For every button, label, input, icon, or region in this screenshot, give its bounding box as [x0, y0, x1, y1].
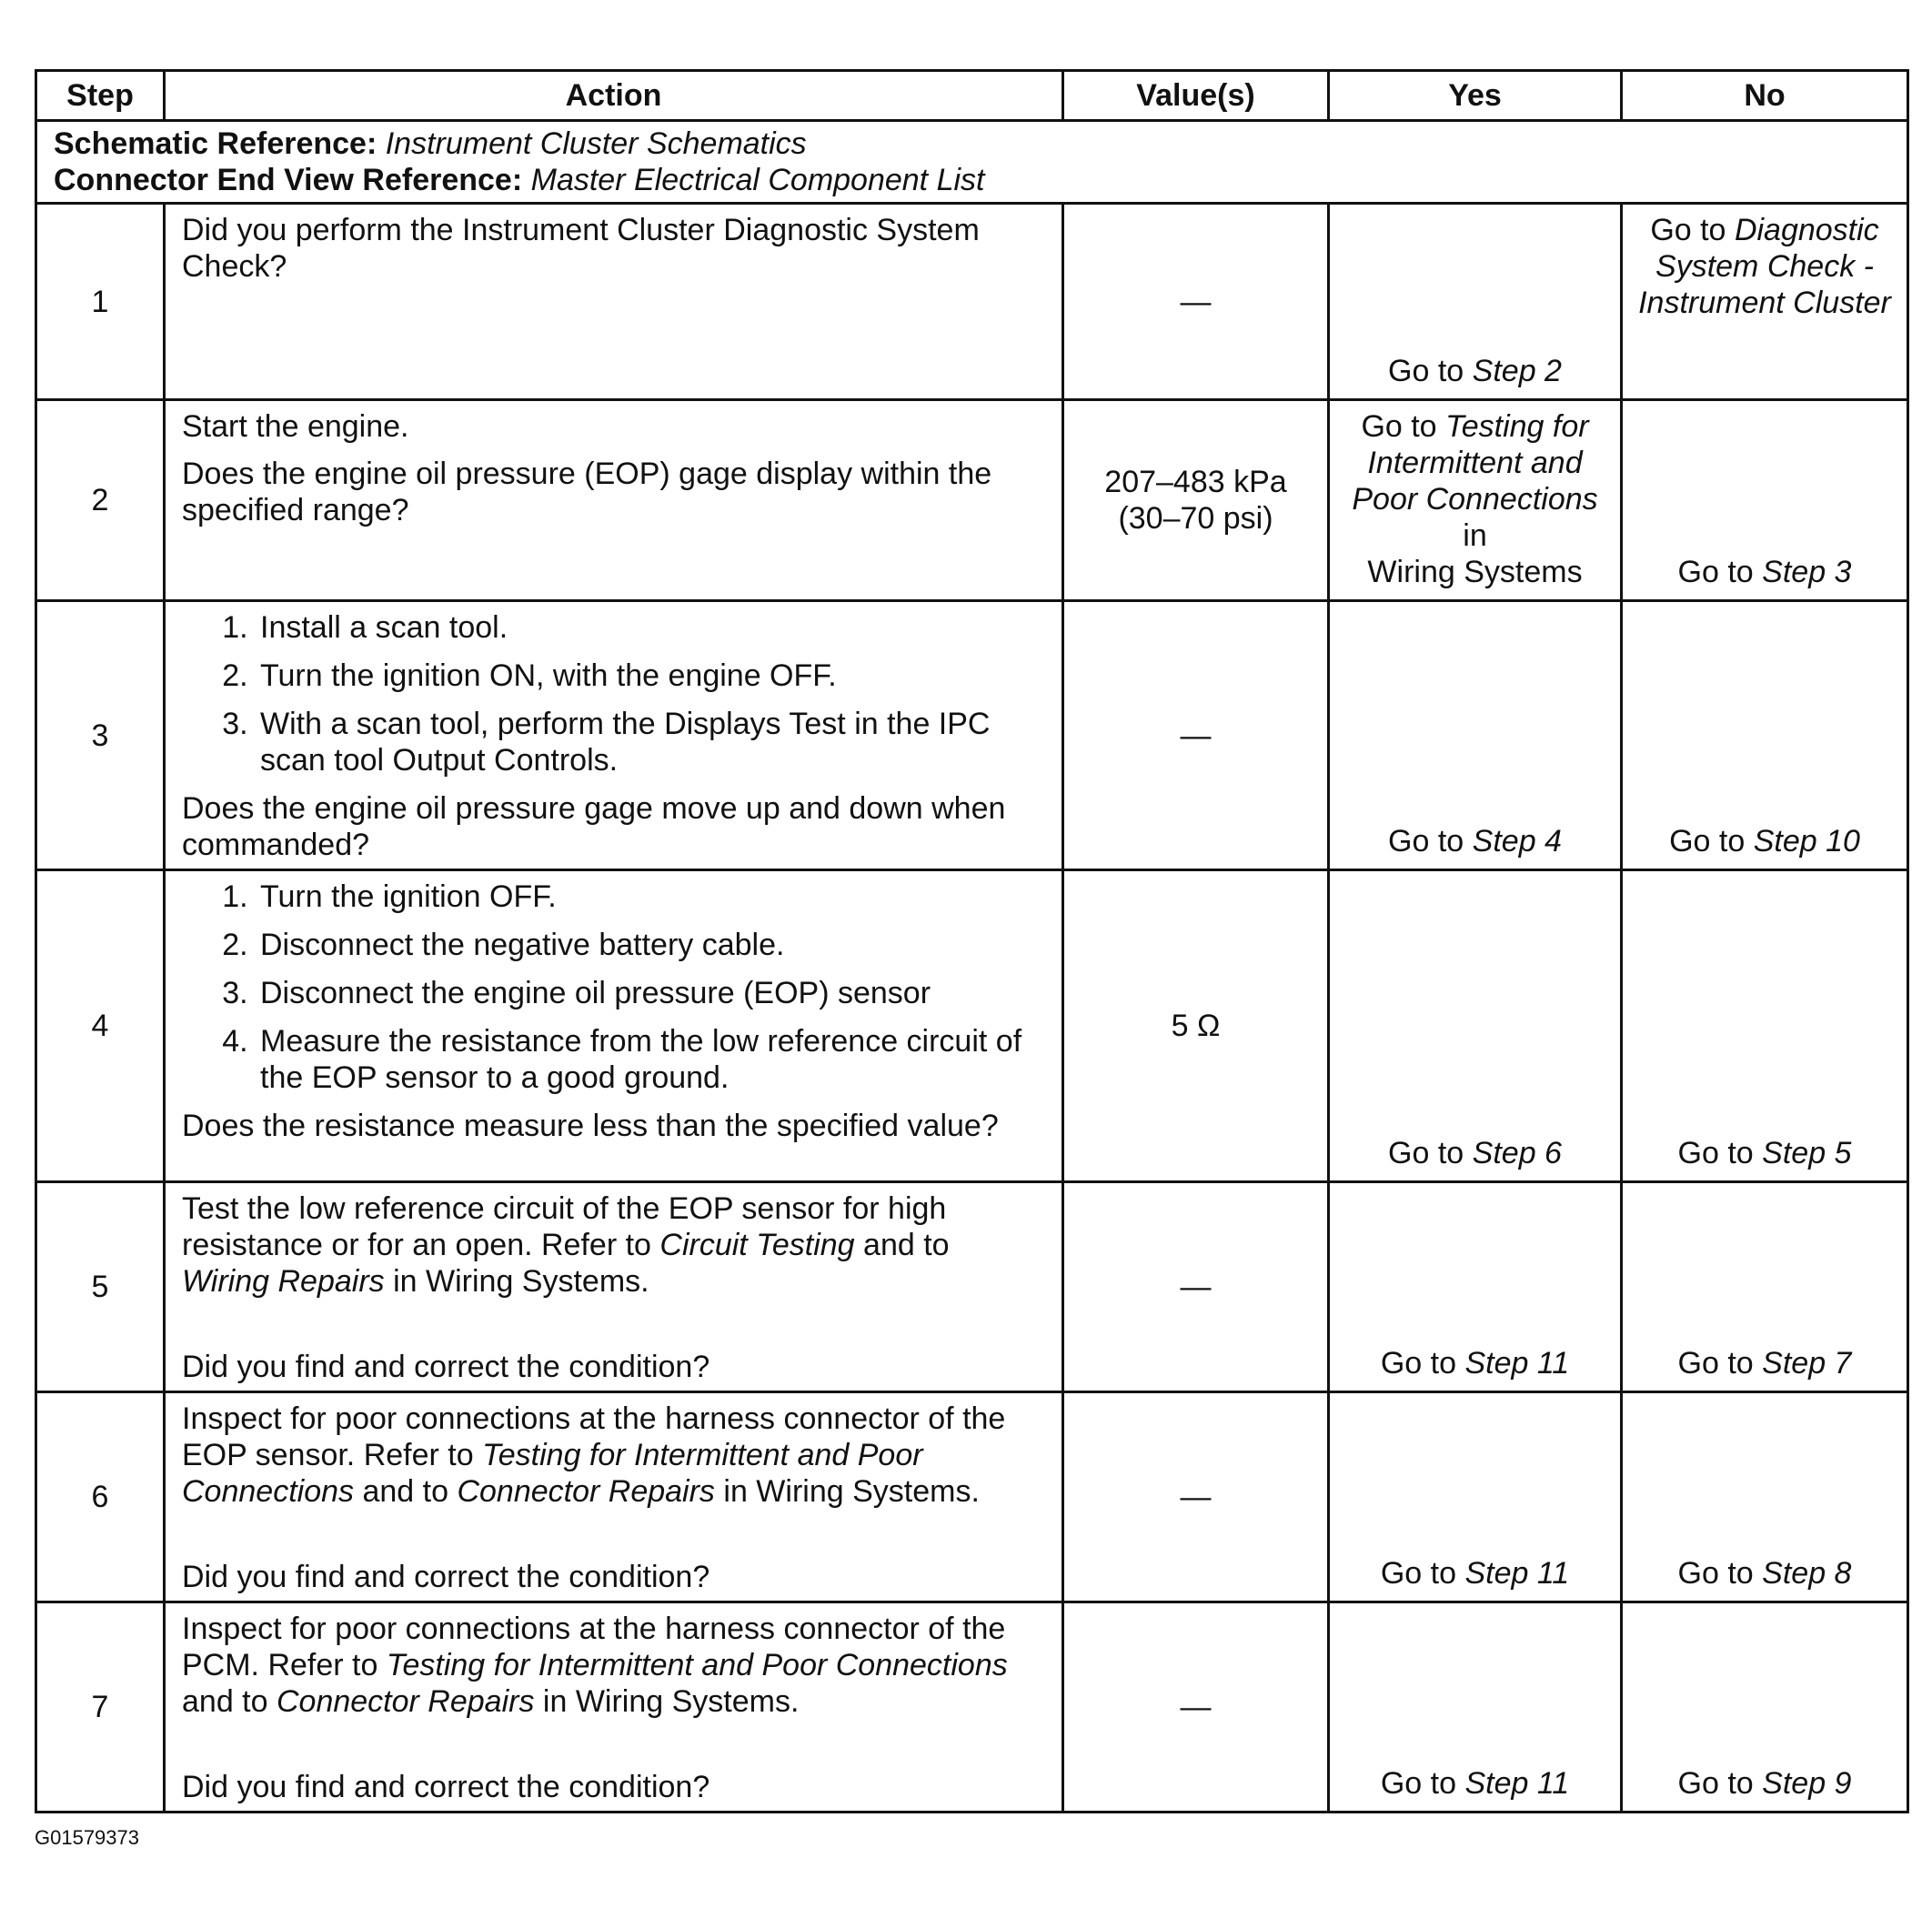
- no-link: Step 5: [1762, 1136, 1852, 1170]
- list-item: 4. Measure the resistance from the low reference circuit of the EOP sensor to a good ground.: [257, 1023, 1045, 1096]
- connector-reference-value: Master Electrical Component List: [530, 163, 985, 197]
- value-cell: —: [1063, 204, 1329, 400]
- schematic-reference-label: Schematic Reference:: [54, 126, 377, 161]
- action-text: [182, 1611, 1045, 1720]
- header-action: Action: [165, 71, 1063, 121]
- yes-link: Step 11: [1464, 1346, 1570, 1381]
- action-question: Did you find and correct the condition?: [182, 1560, 710, 1594]
- step-number: 5: [36, 1182, 165, 1392]
- action-question: Does the engine oil pressure (EOP) gage display within the specified range?: [182, 457, 992, 527]
- step-number: 4: [36, 870, 165, 1182]
- table-row: [36, 1182, 1908, 1392]
- action-cell: [165, 204, 1063, 400]
- value-psi: (30–70 psi): [1118, 501, 1273, 536]
- no-cell: [1622, 400, 1908, 601]
- action-text-part: in Wiring Systems.: [723, 1474, 980, 1509]
- value-cell: —: [1063, 601, 1329, 870]
- reference-row: [36, 121, 1908, 204]
- go-to-text: Go to: [1388, 1136, 1464, 1170]
- no-cell: [1622, 1602, 1908, 1813]
- no-link: Step 8: [1762, 1556, 1852, 1591]
- reference-cell: [36, 121, 1908, 204]
- step-number: 2: [36, 400, 165, 601]
- value-cell: [1063, 400, 1329, 601]
- yes-tail-text: Wiring Systems: [1367, 555, 1583, 589]
- reference-link: Connector Repairs: [276, 1684, 535, 1719]
- yes-cell: [1329, 400, 1622, 601]
- reference-link: Wiring Repairs: [182, 1264, 385, 1299]
- table-row: [36, 204, 1908, 400]
- schematic-reference-value: Instrument Cluster Schematics: [385, 126, 807, 161]
- table-row: [36, 1602, 1908, 1813]
- value-cell: —: [1063, 1182, 1329, 1392]
- action-text-part: Inspect for poor connections at the harness connector of the PCM. Refer to: [182, 1612, 1006, 1682]
- action-cell: [165, 1602, 1063, 1813]
- yes-cell: [1329, 1392, 1622, 1602]
- action-cell: [165, 601, 1063, 870]
- header-no: No: [1622, 71, 1908, 121]
- list-item: 2. Disconnect the negative battery cable.: [257, 927, 1045, 963]
- yes-cell: [1329, 1182, 1622, 1392]
- action-question: Does the resistance measure less than the specified value?: [182, 1109, 999, 1143]
- no-link: Diagnostic System Check - Instrument Cluster: [1638, 213, 1891, 320]
- value-cell: —: [1063, 1392, 1329, 1602]
- header-step: Step: [36, 71, 165, 121]
- no-cell: [1622, 601, 1908, 870]
- action-list: [182, 879, 1045, 1096]
- action-cell: [165, 1392, 1063, 1602]
- go-to-text: Go to: [1380, 1556, 1457, 1591]
- yes-in-text: in: [1463, 518, 1487, 553]
- go-to-text: Go to: [1677, 1136, 1754, 1170]
- action-cell: [165, 870, 1063, 1182]
- connector-reference: [54, 162, 1890, 198]
- step-number: 3: [36, 601, 165, 870]
- go-to-text: Go to: [1361, 409, 1437, 444]
- action-cell: [165, 400, 1063, 601]
- header-yes: Yes: [1329, 71, 1622, 121]
- action-question: Does the engine oil pressure gage move up and down when commanded?: [182, 791, 1006, 862]
- yes-cell: [1329, 870, 1622, 1182]
- go-to-text: Go to: [1388, 824, 1464, 859]
- table-row: [36, 1392, 1908, 1602]
- yes-link: Step 11: [1464, 1556, 1570, 1591]
- action-text-part: Inspect for poor connections at the harness connector of the EOP sensor. Refer to: [182, 1401, 1006, 1472]
- go-to-text: Go to: [1677, 555, 1754, 589]
- table-row: [36, 870, 1908, 1182]
- no-link: Step 9: [1762, 1766, 1852, 1801]
- table-row: [36, 601, 1908, 870]
- action-text-part: and to: [182, 1684, 268, 1719]
- no-link: Step 7: [1762, 1346, 1852, 1381]
- reference-link: Connector Repairs: [457, 1474, 715, 1509]
- action-question: Did you find and correct the condition?: [182, 1770, 710, 1804]
- no-cell: [1622, 1392, 1908, 1602]
- action-cell: [165, 1182, 1063, 1392]
- yes-link: Step 6: [1472, 1136, 1562, 1170]
- yes-cell: [1329, 204, 1622, 400]
- yes-link: Step 2: [1472, 354, 1562, 388]
- connector-reference-label: Connector End View Reference:: [54, 163, 523, 197]
- action-text: Start the engine.: [182, 409, 409, 444]
- schematic-reference: [54, 126, 1890, 162]
- value-cell: —: [1063, 1602, 1329, 1813]
- yes-link: Step 11: [1464, 1766, 1570, 1801]
- value-kpa: 207–483 kPa: [1104, 465, 1287, 499]
- action-text-part: in Wiring Systems.: [393, 1264, 649, 1299]
- header-row: [36, 71, 1908, 121]
- header-values: Value(s): [1063, 71, 1329, 121]
- yes-cell: [1329, 1602, 1622, 1813]
- go-to-text: Go to: [1650, 213, 1726, 247]
- yes-link: Testing for Intermittent and Poor Connections: [1352, 409, 1598, 517]
- table-row: [36, 400, 1908, 601]
- go-to-text: Go to: [1669, 824, 1746, 859]
- go-to-text: Go to: [1677, 1766, 1754, 1801]
- list-item: 3. Disconnect the engine oil pressure (EOP) sensor: [257, 975, 1045, 1011]
- action-text-part: and to: [362, 1474, 448, 1509]
- diagnostic-table: [35, 69, 1909, 1813]
- yes-cell: [1329, 601, 1622, 870]
- reference-link: Testing for Intermittent and Poor Connections: [182, 1438, 923, 1509]
- step-number: 1: [36, 204, 165, 400]
- action-text-part: and to: [863, 1228, 950, 1262]
- go-to-text: Go to: [1388, 354, 1464, 388]
- figure-id: G01579373: [35, 1826, 139, 1849]
- list-item: 2. Turn the ignition ON, with the engine OFF.: [257, 658, 1045, 694]
- action-text: [182, 1190, 1045, 1300]
- go-to-text: Go to: [1677, 1556, 1754, 1591]
- go-to-text: Go to: [1380, 1346, 1457, 1381]
- no-link: Step 3: [1762, 555, 1852, 589]
- reference-link: Testing for Intermittent and Poor Connections: [386, 1648, 1008, 1682]
- reference-link: Circuit Testing: [659, 1228, 855, 1262]
- list-item: 1. Install a scan tool.: [257, 609, 1045, 646]
- list-item: 1. Turn the ignition OFF.: [257, 879, 1045, 915]
- action-text-part: Test the low reference circuit of the EOP sensor for high resistance or for an open. Refer to: [182, 1191, 947, 1262]
- action-text: [182, 1401, 1045, 1510]
- step-number: 6: [36, 1392, 165, 1602]
- go-to-text: Go to: [1677, 1346, 1754, 1381]
- no-cell: [1622, 1182, 1908, 1392]
- step-number: 7: [36, 1602, 165, 1813]
- action-text-part: in Wiring Systems.: [542, 1684, 800, 1719]
- no-cell: [1622, 870, 1908, 1182]
- action-list: [182, 609, 1045, 778]
- no-cell: [1622, 204, 1908, 400]
- action-question: Did you find and correct the condition?: [182, 1350, 710, 1384]
- yes-link: Step 4: [1472, 824, 1562, 859]
- no-link: Step 10: [1753, 824, 1860, 859]
- action-text: Did you perform the Instrument Cluster Diagnostic System Check?: [182, 213, 980, 284]
- go-to-text: Go to: [1380, 1766, 1457, 1801]
- list-item: 3. With a scan tool, perform the Displays Test in the IPC scan tool Output Controls.: [257, 706, 1045, 778]
- value-cell: 5 Ω: [1063, 870, 1329, 1182]
